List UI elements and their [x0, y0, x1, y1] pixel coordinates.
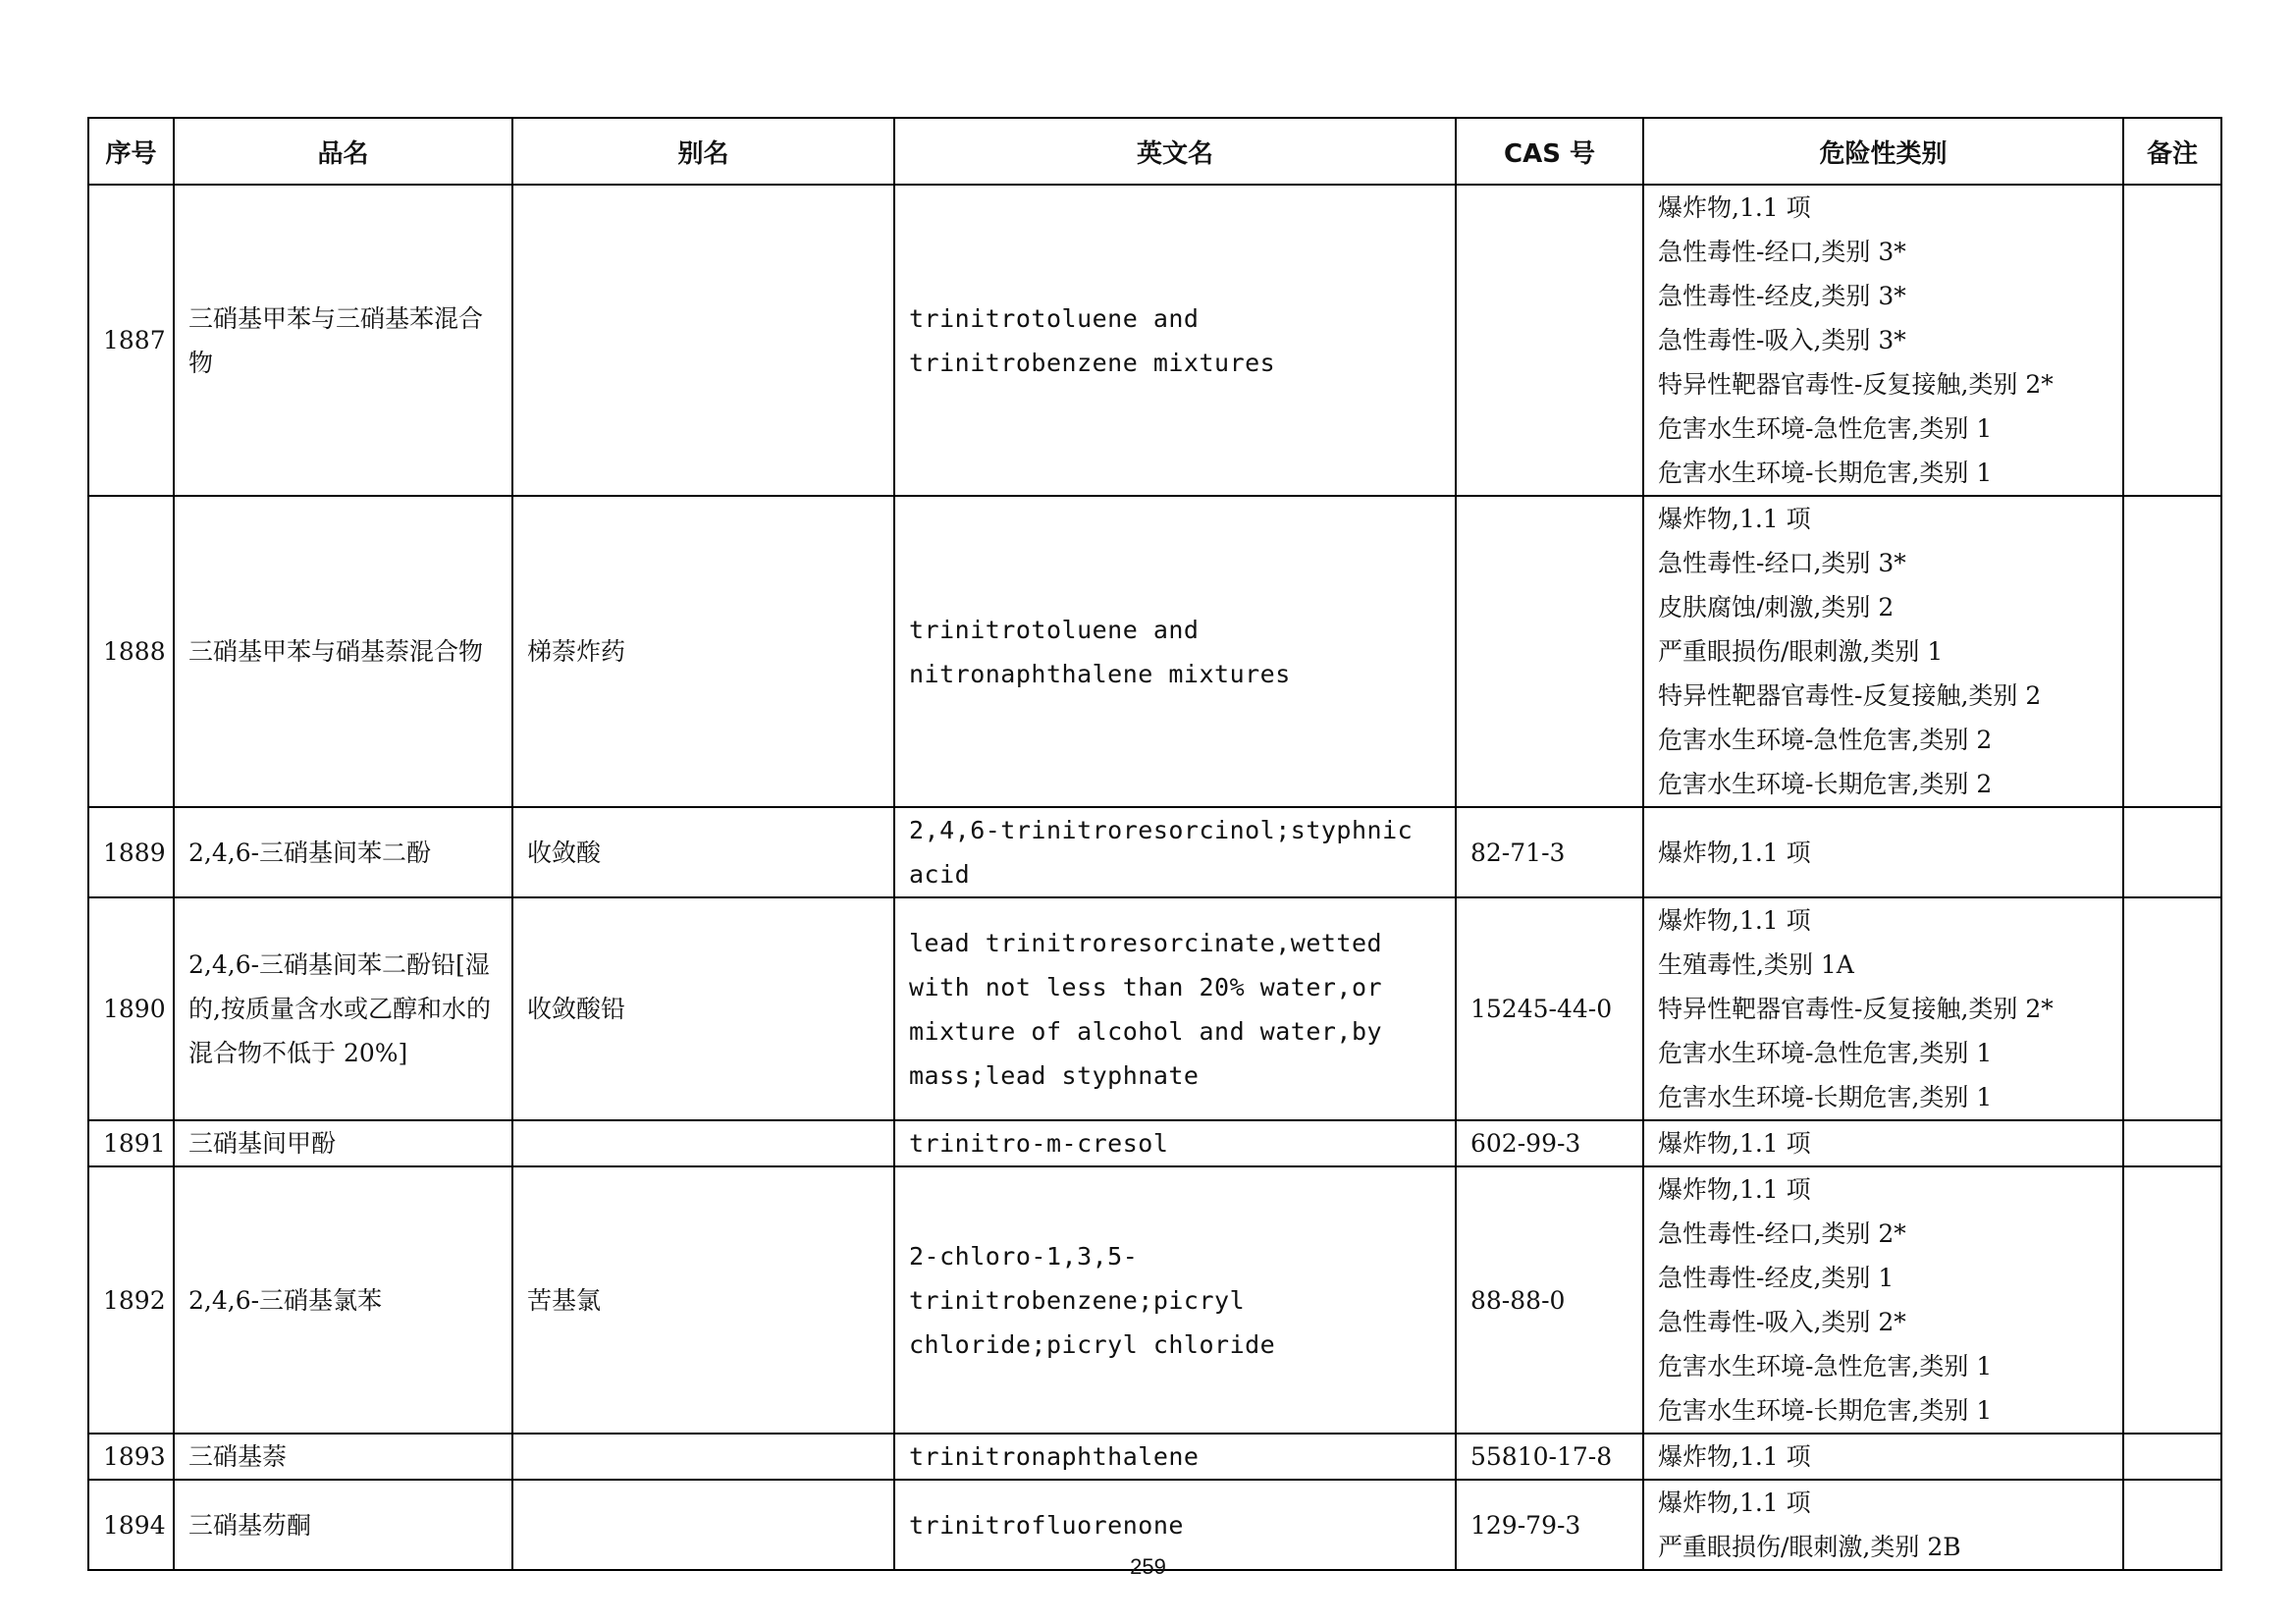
hazard-item: 危害水生环境-急性危害,类别 2 — [1658, 726, 1993, 754]
hazard-item: 急性毒性-经皮,类别 3* — [1658, 282, 1906, 310]
hazard-item: 危害水生环境-急性危害,类别 1 — [1658, 1352, 1993, 1380]
header-english-name: 英文名 — [894, 118, 1456, 185]
page-number: 259 — [1130, 1554, 1166, 1579]
english-name-cell: trinitrotoluene and nitronaphthalene mixtures — [894, 496, 1456, 807]
alias-cell — [512, 185, 894, 496]
table-body — [88, 185, 2221, 1570]
serial-number-cell: 1887 — [88, 185, 174, 496]
hazard-item: 危害水生环境-长期危害,类别 1 — [1658, 1396, 1993, 1425]
alias-cell: 苦基氯 — [512, 1166, 894, 1434]
table-row — [88, 1166, 2221, 1434]
product-name-cell: 三硝基萘 — [174, 1434, 512, 1480]
cas-number-cell — [1456, 185, 1643, 496]
serial-number-cell: 1889 — [88, 807, 174, 897]
hazard-item: 爆炸物,1.1 项 — [1658, 193, 1811, 222]
hazard-class-cell — [1643, 1120, 2123, 1166]
serial-number-cell: 1891 — [88, 1120, 174, 1166]
hazard-item: 严重眼损伤/眼刺激,类别 1 — [1658, 637, 1944, 666]
table-row — [88, 807, 2221, 897]
remark-cell — [2123, 807, 2221, 897]
header-remark: 备注 — [2123, 118, 2221, 185]
english-name-cell: 2-chloro-1,3,5-trinitrobenzene;picryl chloride;picryl chloride — [894, 1166, 1456, 1434]
remark-cell — [2123, 897, 2221, 1120]
product-name-cell: 2,4,6-三硝基氯苯 — [174, 1166, 512, 1434]
cas-number-cell: 88-88-0 — [1456, 1166, 1643, 1434]
english-name-cell: trinitronaphthalene — [894, 1434, 1456, 1480]
hazard-item: 危害水生环境-急性危害,类别 1 — [1658, 1039, 1993, 1067]
serial-number-cell: 1894 — [88, 1480, 174, 1570]
table-row — [88, 1434, 2221, 1480]
header-product-name: 品名 — [174, 118, 512, 185]
hazard-item: 严重眼损伤/眼刺激,类别 2B — [1658, 1533, 1961, 1561]
remark-cell — [2123, 1434, 2221, 1480]
product-name-cell: 三硝基间甲酚 — [174, 1120, 512, 1166]
header-alias: 别名 — [512, 118, 894, 185]
cas-number-cell: 82-71-3 — [1456, 807, 1643, 897]
hazard-item: 急性毒性-经口,类别 2* — [1658, 1219, 1906, 1248]
hazard-item: 爆炸物,1.1 项 — [1658, 1175, 1811, 1204]
remark-cell — [2123, 1166, 2221, 1434]
hazard-item: 爆炸物,1.1 项 — [1658, 505, 1811, 533]
product-name-cell: 三硝基甲苯与硝基萘混合物 — [174, 496, 512, 807]
alias-cell: 收敛酸铅 — [512, 897, 894, 1120]
hazard-class-cell — [1643, 185, 2123, 496]
hazard-item: 特异性靶器官毒性-反复接触,类别 2 — [1658, 681, 2042, 710]
hazard-item: 急性毒性-经皮,类别 1 — [1658, 1264, 1895, 1292]
cas-number-cell — [1456, 496, 1643, 807]
hazard-item: 生殖毒性,类别 1A — [1658, 950, 1854, 979]
remark-cell — [2123, 1120, 2221, 1166]
header-cas-number: CAS 号 — [1456, 118, 1643, 185]
serial-number-cell: 1890 — [88, 897, 174, 1120]
serial-number-cell: 1893 — [88, 1434, 174, 1480]
table-row — [88, 496, 2221, 807]
remark-cell — [2123, 185, 2221, 496]
english-name-cell: trinitrofluorenone — [894, 1480, 1456, 1570]
serial-number-cell: 1888 — [88, 496, 174, 807]
product-name-cell: 2,4,6-三硝基间苯二酚 — [174, 807, 512, 897]
hazard-item: 急性毒性-吸入,类别 3* — [1658, 326, 1906, 354]
hazard-class-cell — [1643, 807, 2123, 897]
english-name-cell: trinitrotoluene and trinitrobenzene mixtures — [894, 185, 1456, 496]
hazard-item: 危害水生环境-长期危害,类别 1 — [1658, 1083, 1993, 1111]
serial-number-cell: 1892 — [88, 1166, 174, 1434]
english-name-cell: trinitro-m-cresol — [894, 1120, 1456, 1166]
english-name-cell: 2,4,6-trinitroresorcinol;styphnic acid — [894, 807, 1456, 897]
hazard-class-cell — [1643, 897, 2123, 1120]
hazard-item: 特异性靶器官毒性-反复接触,类别 2* — [1658, 995, 2054, 1023]
hazard-class-cell — [1643, 1434, 2123, 1480]
table-row — [88, 897, 2221, 1120]
english-name-cell: lead trinitroresorcinate,wetted with not less than 20% water,or mixture of alcohol and water,by mass;lead styphnate — [894, 897, 1456, 1120]
hazard-item: 皮肤腐蚀/刺激,类别 2 — [1658, 593, 1895, 622]
header-hazard-class: 危险性类别 — [1643, 118, 2123, 185]
hazard-item: 危害水生环境-急性危害,类别 1 — [1658, 414, 1993, 443]
cas-number-cell: 129-79-3 — [1456, 1480, 1643, 1570]
hazard-item: 爆炸物,1.1 项 — [1658, 838, 1811, 867]
cas-number-cell: 55810-17-8 — [1456, 1434, 1643, 1480]
product-name-cell: 2,4,6-三硝基间苯二酚铅[湿的,按质量含水或乙醇和水的混合物不低于 20%] — [174, 897, 512, 1120]
hazard-item: 爆炸物,1.1 项 — [1658, 1129, 1811, 1158]
hazard-item: 爆炸物,1.1 项 — [1658, 1489, 1811, 1517]
chemical-catalog-table — [87, 117, 2222, 1571]
cas-number-cell: 15245-44-0 — [1456, 897, 1643, 1120]
hazard-item: 危害水生环境-长期危害,类别 2 — [1658, 770, 1993, 798]
table-header-row — [88, 118, 2221, 185]
product-name-cell: 三硝基芴酮 — [174, 1480, 512, 1570]
alias-cell — [512, 1120, 894, 1166]
alias-cell — [512, 1434, 894, 1480]
table-row — [88, 1120, 2221, 1166]
remark-cell — [2123, 496, 2221, 807]
hazard-item: 特异性靶器官毒性-反复接触,类别 2* — [1658, 370, 2054, 399]
product-name-cell: 三硝基甲苯与三硝基苯混合物 — [174, 185, 512, 496]
hazard-class-cell — [1643, 1166, 2123, 1434]
hazard-class-cell — [1643, 496, 2123, 807]
hazard-item: 急性毒性-经口,类别 3* — [1658, 549, 1906, 577]
header-serial-number: 序号 — [88, 118, 174, 185]
hazard-item: 急性毒性-吸入,类别 2* — [1658, 1308, 1906, 1336]
hazard-item: 急性毒性-经口,类别 3* — [1658, 238, 1906, 266]
hazard-item: 爆炸物,1.1 项 — [1658, 1442, 1811, 1471]
cas-number-cell: 602-99-3 — [1456, 1120, 1643, 1166]
hazard-item: 危害水生环境-长期危害,类别 1 — [1658, 459, 1993, 487]
hazard-item: 爆炸物,1.1 项 — [1658, 906, 1811, 935]
alias-cell: 收敛酸 — [512, 807, 894, 897]
table-row — [88, 185, 2221, 496]
alias-cell: 梯萘炸药 — [512, 496, 894, 807]
